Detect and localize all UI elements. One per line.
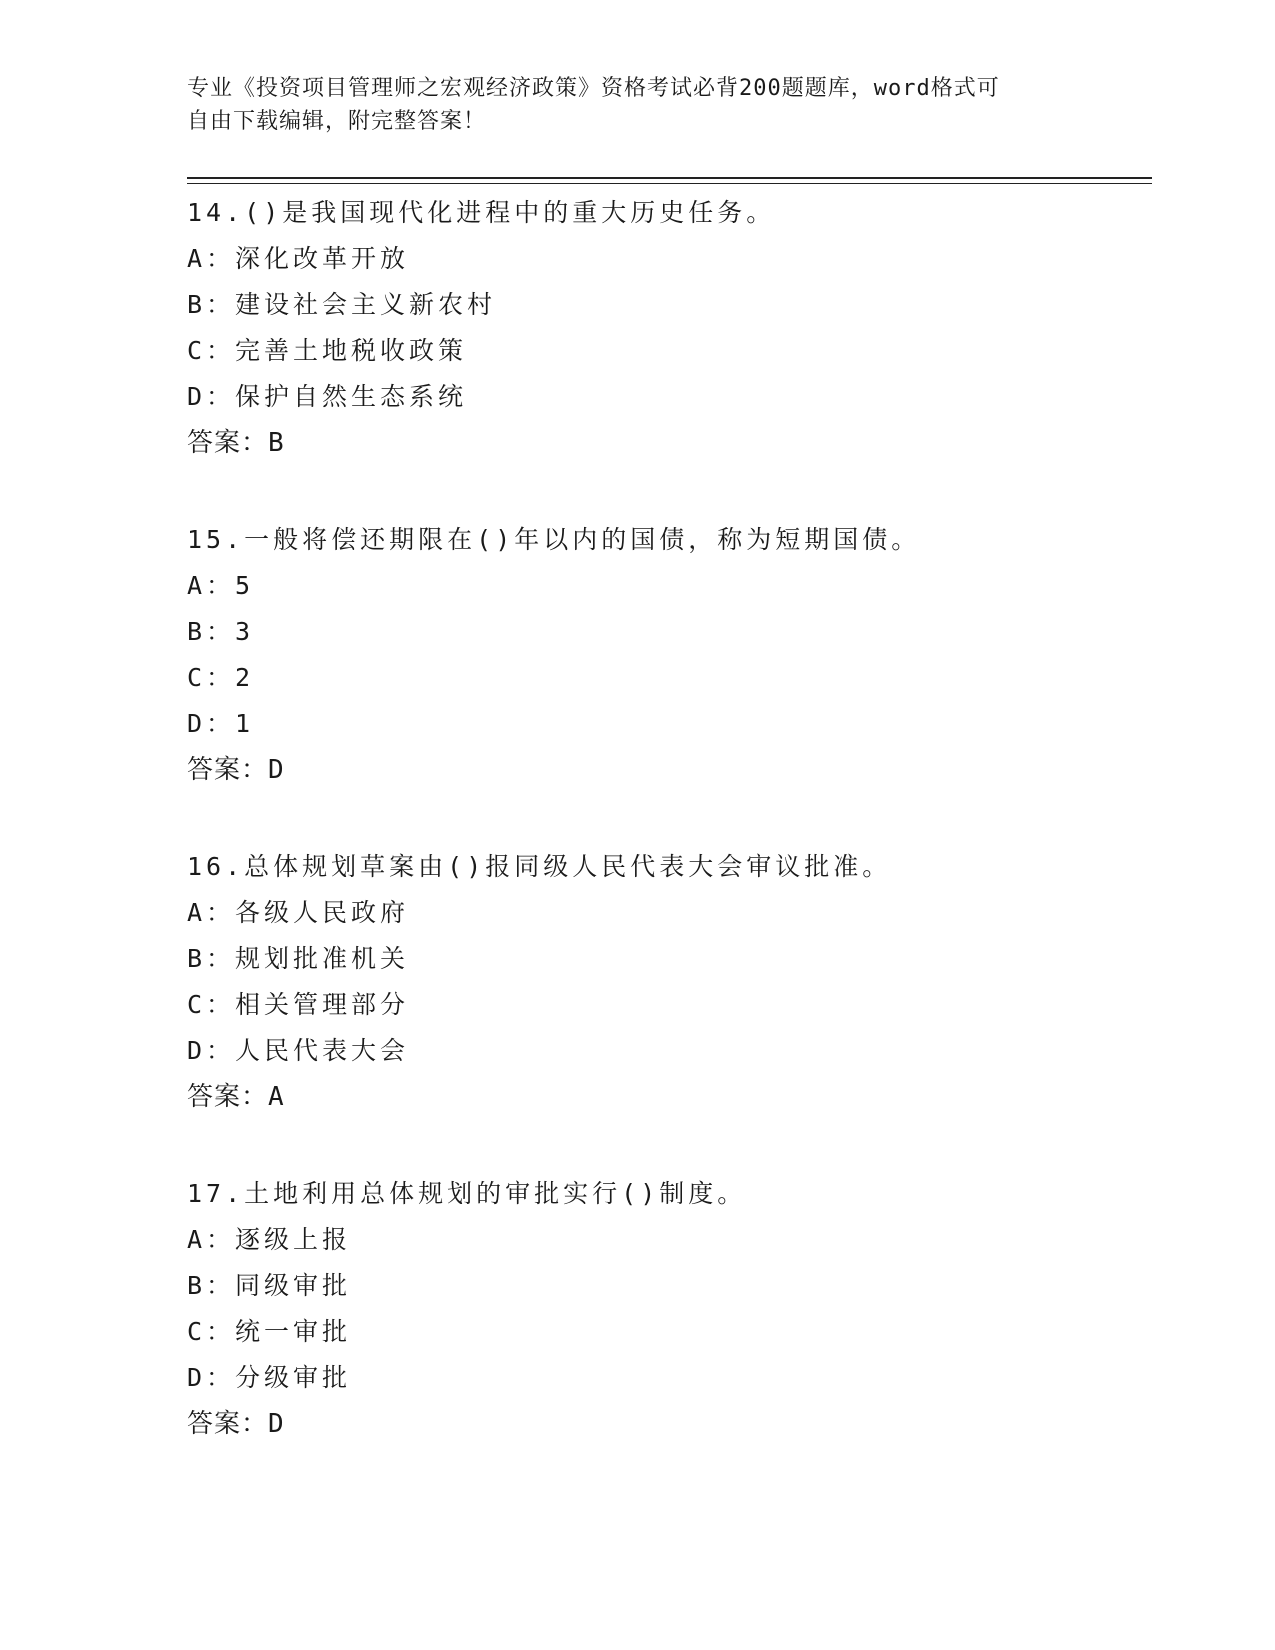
option-a: A：5	[187, 571, 255, 600]
question-16	[187, 844, 1152, 1120]
option-a: A：各级人民政府	[187, 898, 410, 927]
header-line-2: 自由下载编辑，附完整答案！	[187, 109, 487, 134]
option-d: D：人民代表大会	[187, 1036, 410, 1065]
option-b: B：3	[187, 617, 255, 646]
answer-value: A	[268, 1082, 285, 1112]
option-c: C：完善土地税收政策	[187, 336, 468, 365]
question-17	[187, 1171, 1152, 1447]
answer-label: 答案：	[187, 428, 269, 458]
option-d: D：1	[187, 709, 255, 738]
option-d: D：保护自然生态系统	[187, 382, 468, 411]
header-divider-thick	[187, 177, 1152, 179]
answer-label: 答案：	[187, 755, 269, 785]
question-15	[187, 517, 1152, 793]
header-line-1: 专业《投资项目管理师之宏观经济政策》资格考试必背200题题库，word格式可	[187, 76, 1000, 101]
option-d: D：分级审批	[187, 1363, 352, 1392]
question-stem: 16.总体规划草案由()报同级人民代表大会审议批准。	[187, 852, 892, 881]
answer-row	[187, 420, 1152, 466]
option-c: C：相关管理部分	[187, 990, 410, 1019]
option-b: B：同级审批	[187, 1271, 352, 1300]
question-stem: 17.土地利用总体规划的审批实行()制度。	[187, 1179, 747, 1208]
answer-value: B	[268, 428, 285, 458]
header-divider-thin	[187, 183, 1152, 184]
answer-row	[187, 747, 1152, 793]
answer-row	[187, 1074, 1152, 1120]
document-header	[187, 72, 1087, 138]
question-14	[187, 190, 1152, 466]
question-list	[187, 190, 1152, 1498]
option-c: C：统一审批	[187, 1317, 352, 1346]
answer-label: 答案：	[187, 1082, 269, 1112]
answer-value: D	[268, 1409, 285, 1439]
answer-value: D	[268, 755, 285, 785]
answer-row	[187, 1401, 1152, 1447]
question-stem: 15.一般将偿还期限在()年以内的国债，称为短期国债。	[187, 525, 921, 554]
question-stem: 14.()是我国现代化进程中的重大历史任务。	[187, 198, 776, 227]
option-b: B：规划批准机关	[187, 944, 410, 973]
option-a: A：逐级上报	[187, 1225, 352, 1254]
option-c: C：2	[187, 663, 255, 692]
option-a: A：深化改革开放	[187, 244, 410, 273]
option-b: B：建设社会主义新农村	[187, 290, 497, 319]
answer-label: 答案：	[187, 1409, 269, 1439]
